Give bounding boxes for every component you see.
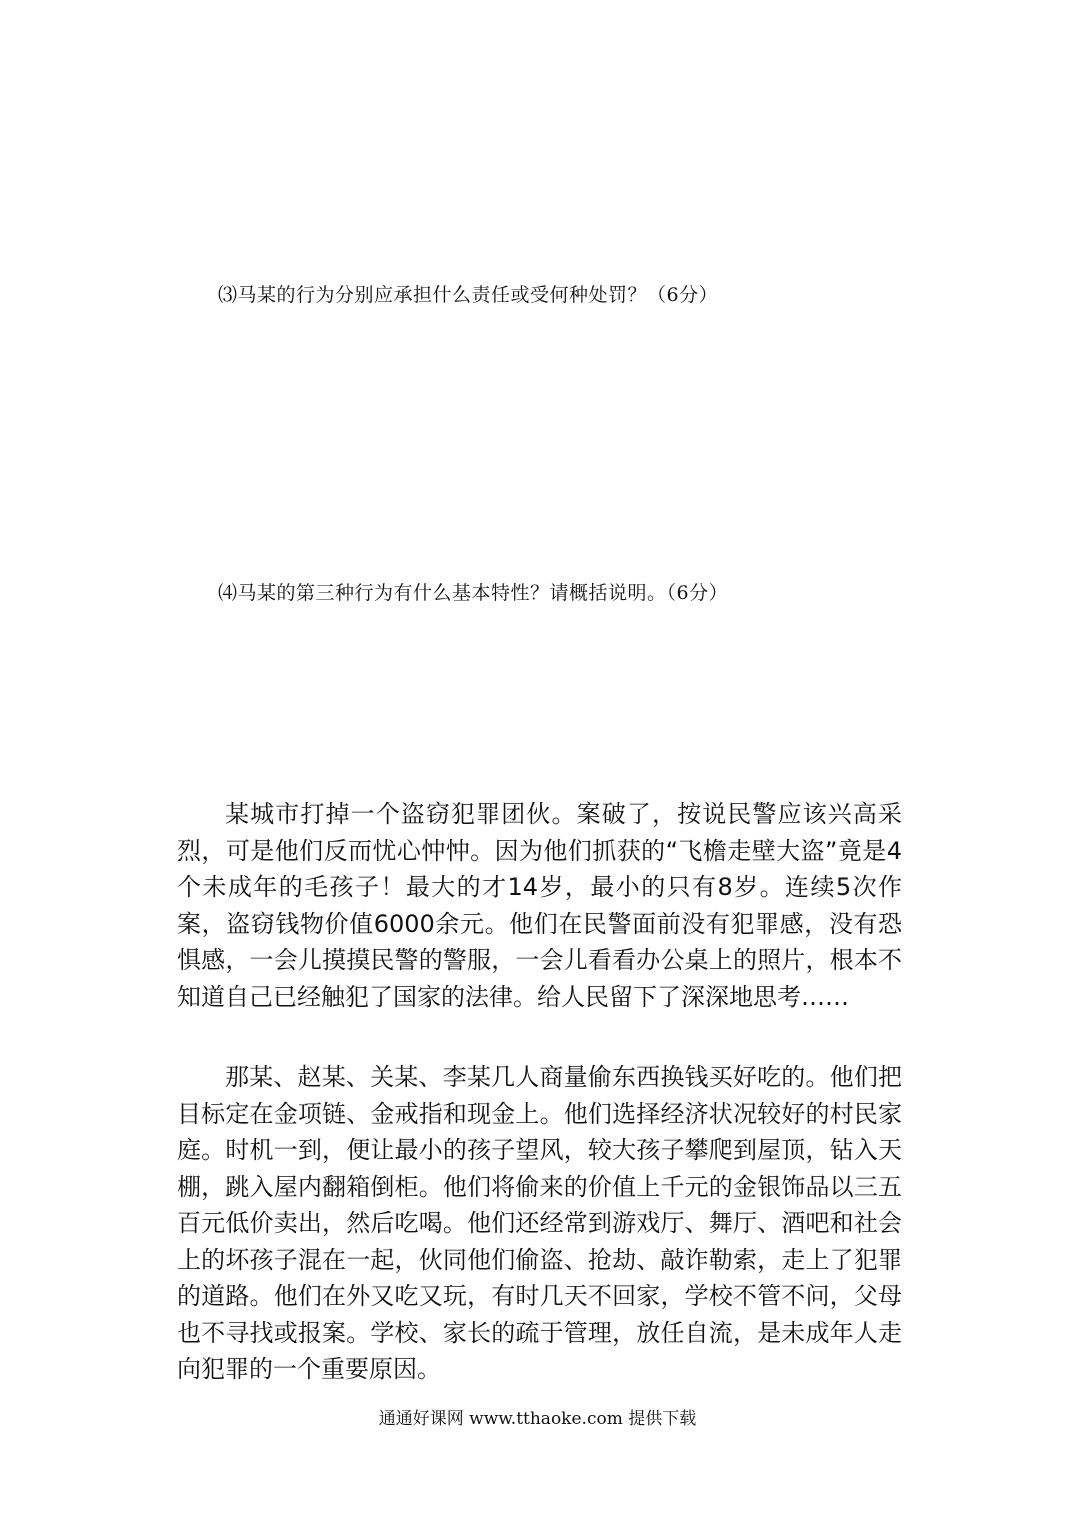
footer-download-note: 通通好课网 www.tthaoke.com 提供下载 bbox=[378, 1409, 697, 1429]
question-3: ⑶马某的行为分别应承担什么责任或受何种处罚？（6分） bbox=[218, 284, 719, 306]
passage-paragraph-1: 某城市打掉一个盗窃犯罪团伙。案破了，按说民警应该兴高采烈，可是他们反而忧心忡忡。因为他们抓获的“飞檐走壁大盗”竟是4个未成年的毛孩子！最大的才14岁，最小的只有8岁。连续5次作案，盗窃钱物价值6000余元。他们在民警面前没有犯罪感，没有恐惧感，一会儿摸摸民警的警服，一会儿看看办公桌上的照片，根本不知道自己已经触犯了国家的法律。给人民留下了深深地思考…… bbox=[177, 800, 902, 1011]
passage-paragraph-2: 那某、赵某、关某、李某几人商量偷东西换钱买好吃的。他们把目标定在金项链、金戒指和现金上。他们选择经济状况较好的村民家庭。时机一到，便让最小的孩子望风，较大孩子攀爬到屋顶，钻入天棚，跳入屋内翻箱倒柜。他们将偷来的价值上千元的金银饰品以三五百元低价卖出，然后吃喝。他们还经常到游戏厅、舞厅、酒吧和社会上的坏孩子混在一起，伙同他们偷盗、抢劫、敲诈勒索，走上了犯罪的道路。他们在外又吃又玩，有时几天不回家，学校不管不问，父母也不寻找或报案。学校、家长的疏于管理，放任自流，是未成年人走向犯罪的一个重要原因。 bbox=[177, 1063, 902, 1383]
question-4: ⑷马某的第三种行为有什么基本特性？请概括说明。（6分） bbox=[218, 582, 729, 604]
